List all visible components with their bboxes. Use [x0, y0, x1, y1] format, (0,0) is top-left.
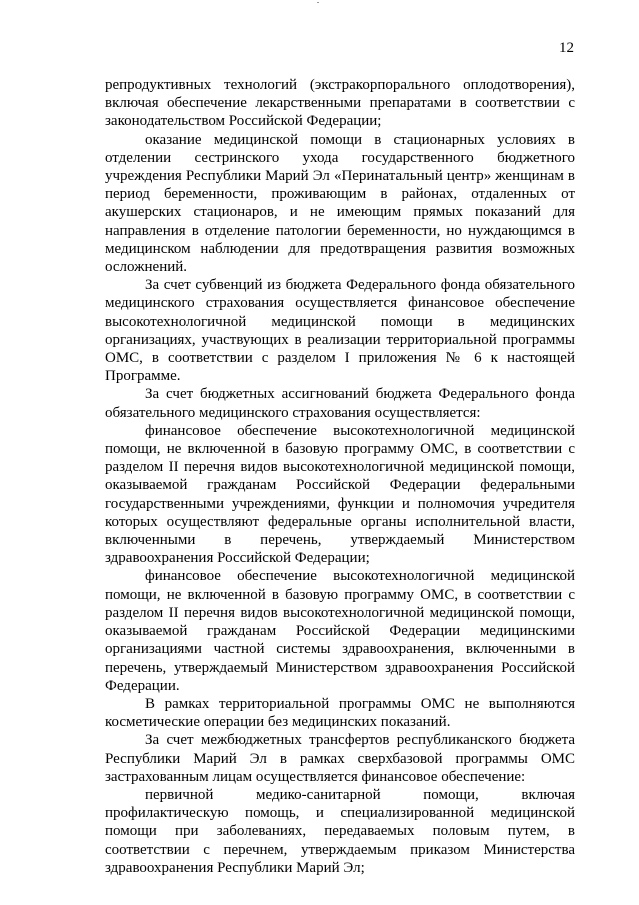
paragraph-5: финансовое обеспечение высокотехнологичной медицинской помощи, не включенной в базовую программу ОМС, в соответствии с разделом II перечня видов высокотехнологичной медицинской помощи, оказываемой гражданам Российской Федерации федеральными государственными учреждениями, функции и полномочия учредителя которых осуществляют федеральные органы исполнительной власти, включенными в перечень, утверждаемый Министерством здравоохранения Российской Федерации; [105, 422, 575, 567]
paragraph-3: За счет субвенций из бюджета Федерального фонда обязательного медицинского страхования осуществляется финансовое обеспечение высокотехнологичной медицинской помощи в медицинских организациях, участвующих в реализации территориальной программы ОМС, в соответствии с разделом I приложения № 6 к настоящей Программе. [105, 277, 575, 385]
paragraph-2: оказание медицинской помощи в стационарных условиях в отделении сестринского ухода государственного бюджетного учреждения Республики Марий Эл «Перинатальный центр» женщинам в период беременности, проживающим в районах, отдаленных от акушерских стационаров, и не имеющим прямых показаний для направления в отделение патологии беременности, но нуждающимся в медицинском наблюдении для предотвращения развития возможных осложнений. [105, 131, 575, 276]
document-body [105, 76, 575, 877]
paragraph-7: В рамках территориальной программы ОМС не выполняются косметические операции без медицинских показаний. [105, 695, 575, 731]
paragraph-9: первичной медико-санитарной помощи, включая профилактическую помощь, и специализированной медицинской помощи при заболеваниях, передаваемых половым путем, в соответствии с перечнем, утверждаемым приказом Министерства здравоохранения Республики Марий Эл; [105, 786, 575, 876]
paragraph-4: За счет бюджетных ассигнований бюджета Федерального фонда обязательного медицинского страхования осуществляется: [105, 386, 575, 421]
paragraph-8: За счет межбюджетных трансфертов республиканского бюджета Республики Марий Эл в рамках сверхбазовой программы ОМС застрахованным лицам осуществляется финансовое обеспечение: [105, 732, 575, 785]
paragraph-1: репродуктивных технологий (экстракорпорального оплодотворения), включая обеспечение лекарственными препаратами в соответствии с законодательством Российской Федерации; [105, 77, 575, 130]
paragraph-6: финансовое обеспечение высокотехнологичной медицинской помощи, не включенной в базовую программу ОМС, в соответствии с разделом II перечня видов высокотехнологичной медицинской помощи, оказываемой гражданам Российской Федерации медицинскими организациями частной системы здравоохранения, включенными в перечень, утверждаемый Министерством здравоохранения Российской Федерации. [105, 568, 575, 694]
scan-mark [317, 2, 319, 3]
page-number: 12 [559, 40, 574, 56]
